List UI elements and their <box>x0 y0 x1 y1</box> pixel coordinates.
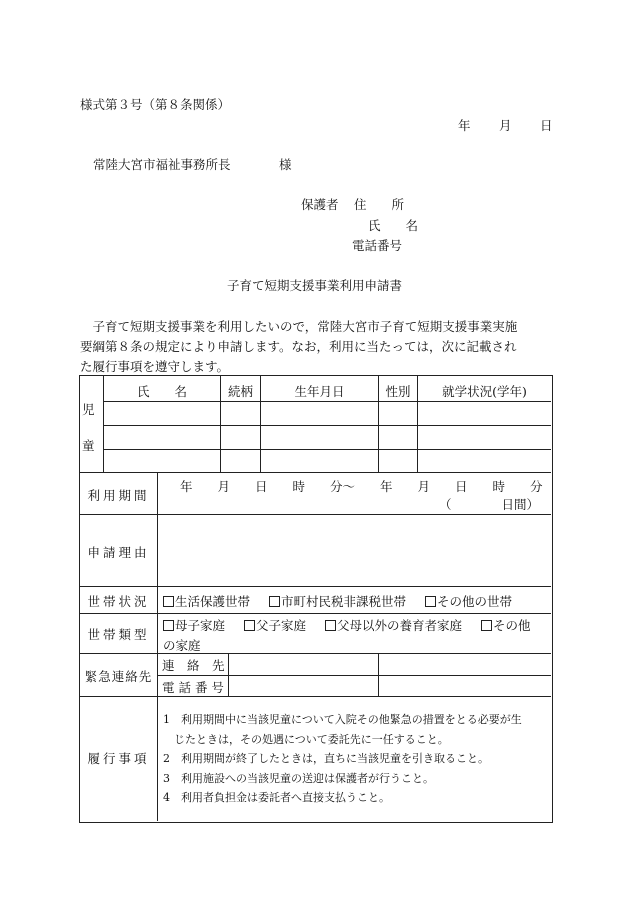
intro-line: 要綱第８条の規定により申請します。なお，利用に当たっては，次に記載され <box>80 339 517 354</box>
child-section-label: 童 <box>82 438 95 453</box>
checkbox-icon <box>269 596 280 607</box>
intro-line: 子育て短期支援事業を利用したいので，常陸大宮市子育て短期支援事業実施 <box>80 319 518 334</box>
obligations-label: 履行事項 <box>87 751 150 766</box>
checkbox-guardian-household[interactable]: 父母以外の養育者家庭 <box>325 618 462 633</box>
emergency-phone-label: 電 話 番 号 <box>162 680 224 695</box>
column-header-birthdate: 生年月日 <box>294 384 345 399</box>
applicant-role: 保護者 <box>301 197 339 212</box>
checkbox-icon <box>244 620 255 631</box>
column-header-school-status: 就学状況(学年) <box>442 384 527 399</box>
addressee: 常陸大宮市福祉事務所長 <box>93 157 231 172</box>
checkbox-icon <box>425 596 436 607</box>
checkbox-icon <box>325 620 336 631</box>
column-header-name: 氏 名 <box>136 384 187 399</box>
household-type-continuation: の家庭 <box>163 638 201 653</box>
obligation-item: 1 利用期間中に当該児童について入院その他緊急の措置をとる必要が生 <box>163 713 522 726</box>
obligations-list <box>163 710 522 808</box>
emergency-contact-name-label: 連 絡 先 <box>162 658 225 673</box>
column-header-gender: 性別 <box>385 384 411 399</box>
household-type-label: 世帯類型 <box>87 627 150 642</box>
checkbox-other-type[interactable]: その他 <box>481 618 531 633</box>
intro-paragraph <box>80 317 554 377</box>
household-status-options <box>163 592 512 610</box>
checkbox-icon <box>481 620 492 631</box>
obligation-item: じたときは，その処遇について委託先に一任すること。 <box>163 732 449 746</box>
column-header-relationship: 続柄 <box>227 384 253 399</box>
checkbox-welfare[interactable]: 生活保護世帯 <box>163 594 250 609</box>
emergency-contact-label: 緊急連絡先 <box>84 669 153 684</box>
obligation-item: 3 利用施設への当該児童の送迎は保護者が行うこと。 <box>163 771 434 785</box>
checkbox-icon <box>163 620 174 631</box>
date-day-label: 日 <box>540 118 553 133</box>
checkbox-other-household[interactable]: その他の世帯 <box>425 594 512 609</box>
checkbox-father-household[interactable]: 父子家庭 <box>244 618 306 633</box>
child-section-label: 児 <box>82 402 95 417</box>
applicant-phone-label: 電話番号 <box>352 238 403 253</box>
obligation-item: 2 利用期間が終了したときは，直ちに当該児童を引き取ること。 <box>163 752 489 765</box>
reason-label: 申請理由 <box>87 545 150 560</box>
checkbox-tax-exempt[interactable]: 市町村民税非課税世帯 <box>269 594 406 609</box>
addressee-suffix: 様 <box>279 157 292 172</box>
checkbox-mother-household[interactable]: 母子家庭 <box>163 618 225 633</box>
checkbox-icon <box>163 596 174 607</box>
date-month-label: 月 <box>499 118 512 133</box>
period-days: （ 日間） <box>439 497 540 512</box>
intro-line: た履行事項を遵守します。 <box>80 359 230 374</box>
period-line-1: 年 月 日 時 分～ 年 月 日 時 分 <box>180 479 543 494</box>
applicant-name-label: 氏 名 <box>368 218 419 233</box>
applicant-address-label: 住 所 <box>354 197 405 212</box>
date-year-label: 年 <box>458 118 471 133</box>
period-label: 利用期間 <box>87 488 150 503</box>
household-status-label: 世帯状況 <box>87 594 150 609</box>
obligation-item: 4 利用者負担金は委託者へ直接支払うこと。 <box>163 791 390 804</box>
household-type-options <box>163 616 530 634</box>
form-number: 様式第３号（第８条関係） <box>80 97 231 112</box>
document-title: 子育て短期支援事業利用申請書 <box>227 278 403 293</box>
